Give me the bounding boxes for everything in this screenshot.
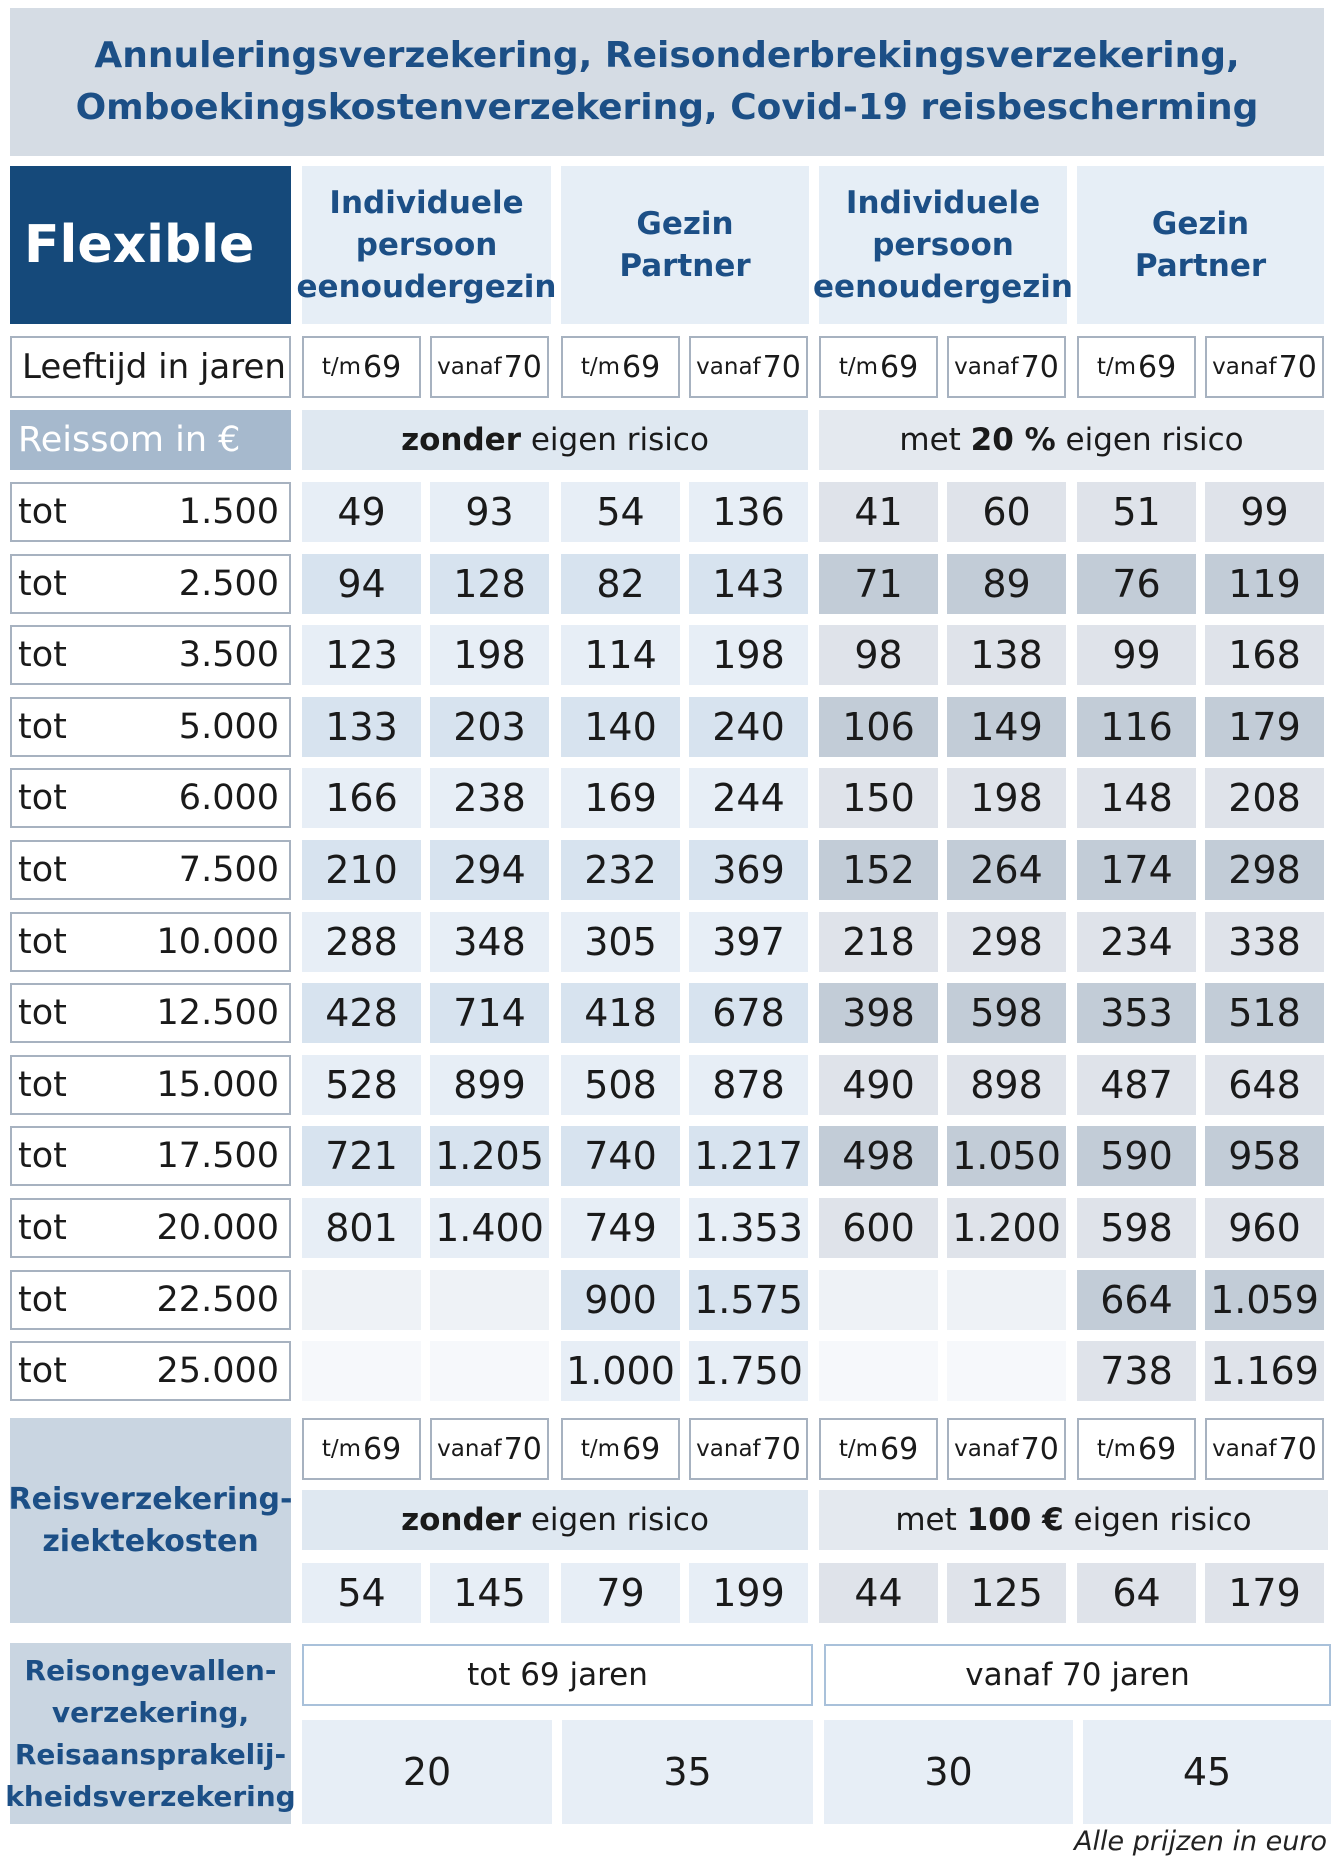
price-cell: 600: [819, 1198, 938, 1258]
price-cell: 487: [1077, 1055, 1196, 1115]
age-prefix: vanaf: [954, 1436, 1019, 1462]
price-cell: 899: [430, 1055, 549, 1115]
row-amount: 7.500: [178, 850, 279, 890]
price-cell: 203: [430, 697, 549, 757]
row-amount: 2.500: [178, 564, 279, 604]
price-cell: 49: [302, 482, 421, 542]
price-cell: 490: [819, 1055, 938, 1115]
price-cell: [819, 1341, 938, 1401]
price-cell: 958: [1205, 1126, 1324, 1186]
age-number: 70: [1020, 349, 1059, 385]
price-cell: 294: [430, 840, 549, 900]
price-cell: 898: [947, 1055, 1066, 1115]
price-cell: 138: [947, 625, 1066, 685]
row-amount: 3.500: [178, 635, 279, 675]
row-amount: 10.000: [156, 922, 279, 962]
row-amount: 5.000: [178, 707, 279, 747]
health-price-cell: 64: [1077, 1563, 1196, 1623]
header-age-0: [302, 336, 421, 398]
risk-with-20pct-deductible: met 20 % eigen risico: [819, 410, 1324, 470]
accident-price-3: 30: [824, 1720, 1073, 1824]
price-cell: 678: [689, 983, 808, 1043]
price-cell: 664: [1077, 1270, 1196, 1330]
age-prefix: vanaf: [696, 1436, 761, 1462]
health-age-3: [689, 1418, 808, 1480]
age-number: 69: [1137, 349, 1177, 385]
row-prefix: tot: [18, 922, 67, 962]
row-prefix: tot: [18, 778, 67, 818]
price-cell: [430, 1270, 549, 1330]
row-label: [10, 840, 291, 900]
price-cell: 398: [819, 983, 938, 1043]
health-age-0: [302, 1418, 421, 1480]
age-prefix: t/m: [580, 354, 620, 380]
price-cell: 54: [561, 482, 680, 542]
health-price-cell: 44: [819, 1563, 938, 1623]
price-cell: 198: [430, 625, 549, 685]
price-cell: 1.059: [1205, 1270, 1324, 1330]
accident-price-1: 20: [302, 1720, 552, 1824]
reissom-label: Reissom in €: [10, 410, 291, 470]
row-label: [10, 1270, 291, 1330]
group-header-individual-1: Individuele persoon eenoudergezin: [302, 166, 551, 324]
row-label: [10, 625, 291, 685]
price-cell: 590: [1077, 1126, 1196, 1186]
row-amount: 20.000: [156, 1208, 279, 1248]
price-cell: 714: [430, 983, 549, 1043]
accident-price-2: 35: [562, 1720, 813, 1824]
price-cell: 288: [302, 912, 421, 972]
age-prefix: vanaf: [1212, 1436, 1277, 1462]
price-cell: 348: [430, 912, 549, 972]
row-label: [10, 1055, 291, 1115]
price-cell: 168: [1205, 625, 1324, 685]
price-cell: 76: [1077, 554, 1196, 614]
row-amount: 6.000: [178, 778, 279, 818]
price-cell: 136: [689, 482, 808, 542]
price-cell: 234: [1077, 912, 1196, 972]
price-cell: 1.353: [689, 1198, 808, 1258]
age-prefix: t/m: [838, 354, 878, 380]
header-age-2: [561, 336, 680, 398]
health-price-cell: 179: [1205, 1563, 1324, 1623]
row-label: [10, 1341, 291, 1401]
row-prefix: tot: [18, 492, 67, 532]
price-cell: 1.169: [1205, 1341, 1324, 1401]
row-prefix: tot: [18, 1065, 67, 1105]
price-cell: 128: [430, 554, 549, 614]
age-prefix: vanaf: [696, 354, 761, 380]
price-cell: [819, 1270, 938, 1330]
row-prefix: tot: [18, 564, 67, 604]
age-number: 69: [621, 349, 661, 385]
price-cell: 198: [689, 625, 808, 685]
product-name: Flexible: [10, 166, 291, 324]
header-age-1: [430, 336, 549, 398]
health-price-cell: 199: [689, 1563, 808, 1623]
price-cell: 198: [947, 768, 1066, 828]
price-cell: 598: [947, 983, 1066, 1043]
age-range-up-to-69: tot 69 jaren: [302, 1644, 813, 1706]
age-number: 70: [503, 349, 542, 385]
age-number: 70: [503, 1431, 542, 1467]
header-age-6: [1077, 336, 1196, 398]
price-cell: 150: [819, 768, 938, 828]
health-price-cell: 54: [302, 1563, 421, 1623]
price-cell: 119: [1205, 554, 1324, 614]
row-prefix: tot: [18, 1208, 67, 1248]
price-cell: 60: [947, 482, 1066, 542]
price-cell: 749: [561, 1198, 680, 1258]
age-prefix: t/m: [1096, 1436, 1136, 1462]
price-cell: 1.050: [947, 1126, 1066, 1186]
price-cell: 1.217: [689, 1126, 808, 1186]
row-amount: 22.500: [156, 1280, 279, 1320]
accident-price-4: 45: [1083, 1720, 1331, 1824]
price-cell: 1.575: [689, 1270, 808, 1330]
price-cell: 508: [561, 1055, 680, 1115]
price-cell: 148: [1077, 768, 1196, 828]
price-cell: 133: [302, 697, 421, 757]
price-cell: 244: [689, 768, 808, 828]
risk-without-deductible: zonder eigen risico: [302, 410, 808, 470]
price-cell: 528: [302, 1055, 421, 1115]
price-cell: 1.205: [430, 1126, 549, 1186]
row-amount: 12.500: [156, 993, 279, 1033]
price-cell: 169: [561, 768, 680, 828]
health-age-1: [430, 1418, 549, 1480]
row-label: [10, 1198, 291, 1258]
price-cell: 143: [689, 554, 808, 614]
row-prefix: tot: [18, 635, 67, 675]
row-label: [10, 482, 291, 542]
age-prefix: vanaf: [1212, 354, 1277, 380]
price-cell: 900: [561, 1270, 680, 1330]
price-cell: [947, 1270, 1066, 1330]
health-age-5: [947, 1418, 1066, 1480]
price-cell: 298: [1205, 840, 1324, 900]
price-cell: 210: [302, 840, 421, 900]
price-cell: 82: [561, 554, 680, 614]
price-cell: 51: [1077, 482, 1196, 542]
header-age-7: [1205, 336, 1324, 398]
row-prefix: tot: [18, 1136, 67, 1176]
price-cell: 149: [947, 697, 1066, 757]
accident-liability-label: Reisongevallen- verzekering, Reisaansprakelij- kheidsverzekering: [10, 1643, 291, 1824]
price-cell: 208: [1205, 768, 1324, 828]
age-prefix: t/m: [321, 1436, 361, 1462]
age-prefix: vanaf: [954, 354, 1019, 380]
price-cell: 232: [561, 840, 680, 900]
price-cell: 369: [689, 840, 808, 900]
price-cell: 106: [819, 697, 938, 757]
price-cell: 140: [561, 697, 680, 757]
price-cell: 89: [947, 554, 1066, 614]
row-label: [10, 768, 291, 828]
age-prefix: vanaf: [437, 354, 502, 380]
price-cell: 1.000: [561, 1341, 680, 1401]
title-line-1: Annuleringsverzekering, Reisonderbrekingsverzekering,: [94, 35, 1240, 76]
row-label: [10, 912, 291, 972]
health-age-4: [819, 1418, 938, 1480]
header-age-4: [819, 336, 938, 398]
age-number: 70: [762, 1431, 801, 1467]
header-age-3: [689, 336, 808, 398]
price-cell: 116: [1077, 697, 1196, 757]
price-cell: 240: [689, 697, 808, 757]
header-age-5: [947, 336, 1066, 398]
price-cell: 179: [1205, 697, 1324, 757]
price-cell: [430, 1341, 549, 1401]
price-cell: 878: [689, 1055, 808, 1115]
price-cell: 740: [561, 1126, 680, 1186]
row-label: [10, 697, 291, 757]
price-cell: 99: [1205, 482, 1324, 542]
health-costs-label: Reisverzekering- ziektekosten: [10, 1418, 291, 1623]
price-cell: 98: [819, 625, 938, 685]
row-amount: 17.500: [156, 1136, 279, 1176]
age-number: 70: [1278, 349, 1317, 385]
age-prefix: t/m: [321, 354, 361, 380]
price-cell: 123: [302, 625, 421, 685]
group-header-family-2: Gezin Partner: [1077, 166, 1324, 324]
price-cell: 174: [1077, 840, 1196, 900]
title-line-2: Omboekingskostenverzekering, Covid-19 reisbescherming: [75, 87, 1259, 128]
price-cell: 71: [819, 554, 938, 614]
price-cell: 99: [1077, 625, 1196, 685]
age-prefix: vanaf: [437, 1436, 502, 1462]
health-price-cell: 145: [430, 1563, 549, 1623]
price-cell: 166: [302, 768, 421, 828]
price-cell: 721: [302, 1126, 421, 1186]
price-cell: 397: [689, 912, 808, 972]
price-cell: 428: [302, 983, 421, 1043]
price-cell: 218: [819, 912, 938, 972]
health-risk-with-100-deductible: met 100 € eigen risico: [819, 1490, 1328, 1550]
price-cell: 41: [819, 482, 938, 542]
price-cell: [302, 1341, 421, 1401]
price-cell: 114: [561, 625, 680, 685]
price-cell: 1.750: [689, 1341, 808, 1401]
price-cell: 338: [1205, 912, 1324, 972]
age-number: 70: [1020, 1431, 1059, 1467]
price-cell: [947, 1341, 1066, 1401]
age-prefix: t/m: [838, 1436, 878, 1462]
price-cell: 238: [430, 768, 549, 828]
row-label: [10, 554, 291, 614]
age-number: 69: [879, 349, 919, 385]
age-label: Leeftijd in jaren: [10, 336, 291, 398]
price-cell: 801: [302, 1198, 421, 1258]
price-cell: 598: [1077, 1198, 1196, 1258]
row-amount: 25.000: [156, 1351, 279, 1391]
price-cell: 152: [819, 840, 938, 900]
age-number: 69: [362, 349, 402, 385]
health-price-cell: 125: [947, 1563, 1066, 1623]
price-cell: 648: [1205, 1055, 1324, 1115]
health-risk-without-deductible: zonder eigen risico: [302, 1490, 808, 1550]
age-number: 69: [1137, 1431, 1177, 1467]
row-label: [10, 1126, 291, 1186]
age-prefix: t/m: [580, 1436, 620, 1462]
age-number: 70: [1278, 1431, 1317, 1467]
price-cell: 1.200: [947, 1198, 1066, 1258]
price-cell: 305: [561, 912, 680, 972]
age-range-from-70: vanaf 70 jaren: [824, 1644, 1331, 1706]
age-number: 69: [362, 1431, 402, 1467]
health-age-6: [1077, 1418, 1196, 1480]
price-cell: 93: [430, 482, 549, 542]
price-cell: 518: [1205, 983, 1324, 1043]
price-cell: 960: [1205, 1198, 1324, 1258]
price-cell: [302, 1270, 421, 1330]
age-number: 70: [762, 349, 801, 385]
price-cell: 264: [947, 840, 1066, 900]
row-amount: 1.500: [178, 492, 279, 532]
health-age-7: [1205, 1418, 1324, 1480]
footnote: Alle prijzen in euro: [1074, 1826, 1327, 1857]
row-label: [10, 983, 291, 1043]
table-title-banner: [10, 8, 1324, 156]
price-cell: 353: [1077, 983, 1196, 1043]
health-age-2: [561, 1418, 680, 1480]
row-prefix: tot: [18, 707, 67, 747]
price-cell: 1.400: [430, 1198, 549, 1258]
price-cell: 498: [819, 1126, 938, 1186]
row-prefix: tot: [18, 1280, 67, 1320]
row-prefix: tot: [18, 850, 67, 890]
age-prefix: t/m: [1096, 354, 1136, 380]
price-cell: 738: [1077, 1341, 1196, 1401]
row-amount: 15.000: [156, 1065, 279, 1105]
group-header-family-1: Gezin Partner: [561, 166, 809, 324]
row-prefix: tot: [18, 1351, 67, 1391]
row-prefix: tot: [18, 993, 67, 1033]
age-number: 69: [879, 1431, 919, 1467]
health-price-cell: 79: [561, 1563, 680, 1623]
age-number: 69: [621, 1431, 661, 1467]
price-cell: 94: [302, 554, 421, 614]
price-cell: 298: [947, 912, 1066, 972]
price-cell: 418: [561, 983, 680, 1043]
group-header-individual-2: Individuele persoon eenoudergezin: [819, 166, 1067, 324]
